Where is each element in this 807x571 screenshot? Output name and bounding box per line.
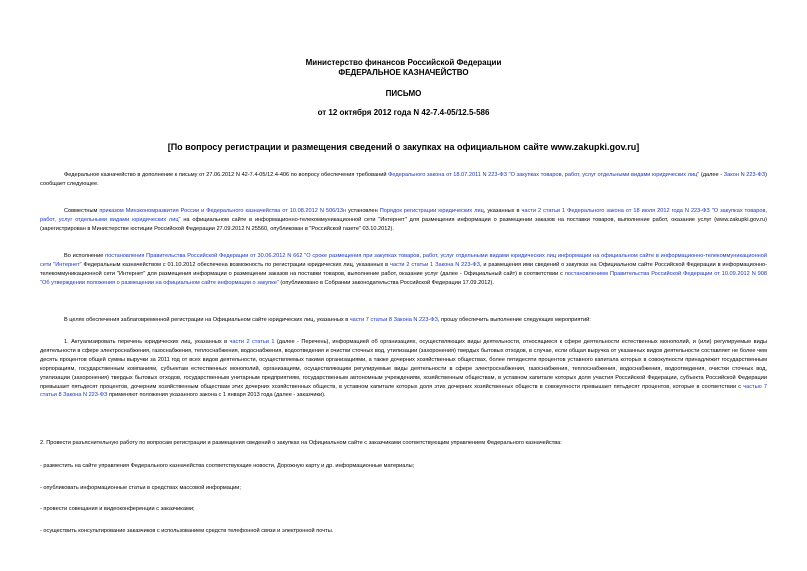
- text-span: (далее -: [699, 172, 724, 178]
- part2-article1-link[interactable]: части 2 статьи 1 Закона N 223-ФЗ: [390, 261, 481, 268]
- resolution-662-link[interactable]: постановления Правительства Российской Федерации от 30.06.2012 N 662 "О сроке размещения при закупках товаров, работ, услуг отдельными видами юридических лиц информации на официальном сайте в информационно-телекоммуникационной сети "Интернет": [40, 253, 767, 268]
- text-span: Федеральное казначейство в дополнение к письму от 27.06.2012 N 42-7.4-05/12.4-406 по вопросу обеспечения требований: [64, 172, 389, 178]
- text-span: (опубликовано в Собрании законодательства Российской Федерации 17.09.2012).: [278, 279, 494, 286]
- order-506-link[interactable]: приказом Минэкономразвития России и Федерального казначейства от 10.08.2012 N 506/13н: [99, 208, 347, 214]
- text-span: , и размещения ими сведений о закупках на Официальном сайте Российской Федерации в информационно-телекоммуникационной сети "Интернет" для размещения информации о размещении заказов на поставки товаров, выполнение работ, оказание услуг (далее - Официальный сайт) в соответствии с: [40, 261, 768, 277]
- text-span: Совместным: [64, 208, 100, 214]
- doc-type-heading: ПИСЬМО: [385, 89, 422, 98]
- date-number-heading: от 12 октября 2012 года N 42-7.4-05/12.5-586: [317, 108, 490, 117]
- bullet-meetings: - провести совещания и видеоконференции с заказчиками;: [40, 506, 195, 512]
- text-span: применяют положения указанного закона с 1 января 2013 года (далее - заказчики).: [107, 392, 326, 399]
- paragraph-measures-intro: [40, 316, 767, 325]
- part7-article8-law-link[interactable]: частью 7 статьи 8 Закона N 223-ФЗ: [40, 383, 767, 399]
- bullet-consulting: - осуществить консультирование заказчиков с использованием средств телефонной связи и электронной почты.: [40, 528, 334, 534]
- text-span: 1. Актуализировать перечень юридических лиц, указанных в: [64, 339, 230, 345]
- text-span: Во исполнение: [64, 253, 106, 259]
- text-span: (далее - Перечень), информацией об организациях, осуществляющих виды деятельности, относящиеся к сфере деятельности естественных монополий, и (или) регулируемые виды деятельности в сфере электроснабжения, газоснабжения, теплоснабжения, водоснабжения, водоотведения и очистки сточных вод, утилизации (захоронения) твердых бытовых отходов, в случае, если общая выручка от указанных видов деятельности составляет не более чем десять процентов общей суммы выручки за 2011 год от всех видов деятельности, осуществляемых такими организациями, а также дочерних хозяйственных обществах, более пятидесяти процентов уставного капитала которых в совокупности принадлежит государственным корпорациям, государственным компаниям, субъектам естественных монополий, организациям, осуществляющим регулируемые виды деятельности в сфере электроснабжения, газоснабжения, теплоснабжения, водоснабжения, водоотведения, очистки сточных вод, утилизации (захоронения) твердых бытовых отходов, государственным унитарным предприятиям, государственным автономным учреждениям, хозяйственным обществам, в уставном капитале которых доля участия Российской Федерации, субъекта Российской Федерации превышает пятьдесят процентов, дочерним хозяйственным обществам этих дочерних хозяйственных обществ, в уставном капитале которых доля этих дочерних хозяйственных обществ в совокупности превышает пятьдесят процентов, которые в соответствии с: [40, 339, 767, 390]
- text-span: ) сообщает следующее.: [40, 172, 767, 187]
- resolution-908-link[interactable]: постановлением Правительства Российской Федерации от 10.09.2012 N 908 "Об утверждении положения о размещении на официальном сайте информации о закупке": [40, 270, 767, 286]
- law-223-link[interactable]: Федерального закона от 18.07.2011 N 223-ФЗ "О закупках товаров, работ, услуг отдельными видами юридических лиц": [388, 172, 700, 178]
- text-span: , прошу обеспечить выполнение следующих мероприятий:: [437, 317, 591, 323]
- part7-article8-link[interactable]: части 7 статьи 8 Закона N 223-ФЗ: [349, 317, 438, 323]
- treasury-heading: ФЕДЕРАЛЬНОЕ КАЗНАЧЕЙСТВО: [338, 68, 469, 77]
- bullet-media: - опубликовать информационные статьи в средствах массовой информации;: [40, 485, 241, 491]
- ministry-heading: Министерство финансов Российской Федерации: [305, 58, 502, 67]
- registration-procedure-link[interactable]: Порядок регистрации юридических лиц: [379, 208, 484, 214]
- paragraph-intro: [40, 171, 767, 189]
- document-subject: [По вопросу регистрации и размещения сведений о закупках на официальном сайте www.zakupki.gov.ru]: [167, 142, 640, 152]
- text-span: установлен: [346, 208, 380, 214]
- paragraph-joint-order: [40, 207, 767, 234]
- law-part2-article1-link[interactable]: части 2 статьи 1 Федерального закона от 18 июля 2012 года N 223-ФЗ "О закупках товаров, работ, услуг отдельными видами юридических лиц": [40, 208, 767, 223]
- paragraph-item-2: 2. Провести разъяснительную работу по вопросам регистрации и размещения сведений о закупках на Официальном сайте с заказчиками соответствующим управлением Федерального казначейства:: [40, 440, 562, 446]
- law-223-short-link[interactable]: Закон N 223-ФЗ: [723, 172, 766, 178]
- part2-article1-short-link[interactable]: части 2 статьи 1: [229, 339, 275, 345]
- paragraph-item-1: [40, 338, 767, 400]
- bullet-news: - разместить на сайте управления Федерального казначейства соответствующие новости, Дорожную карту и др. информационные материалы;: [40, 463, 415, 469]
- paragraph-resolution-662: [40, 252, 767, 288]
- text-span: , указанных в: [483, 208, 522, 214]
- text-span: В целях обеспечения заблаговременной регистрации на Официальном сайте юридических лиц, указанных в: [64, 317, 350, 323]
- text-span: на официальном сайте в информационно-телекоммуникационной сети "Интернет" для размещения информации о размещении заказов на поставки товаров, выполнение работ, оказание услуг (www.zakupki.gov.ru) (зарегистрирован в Министерстве юстиции Российской Федерации 27.09.2012 N 25560, опубликован в "Российской газете" 03.10.2012).: [40, 216, 767, 232]
- text-span: Федеральным казначейством с 01.10.2012 обеспечена возможность по регистрации юридических лиц, указанных в: [81, 261, 391, 268]
